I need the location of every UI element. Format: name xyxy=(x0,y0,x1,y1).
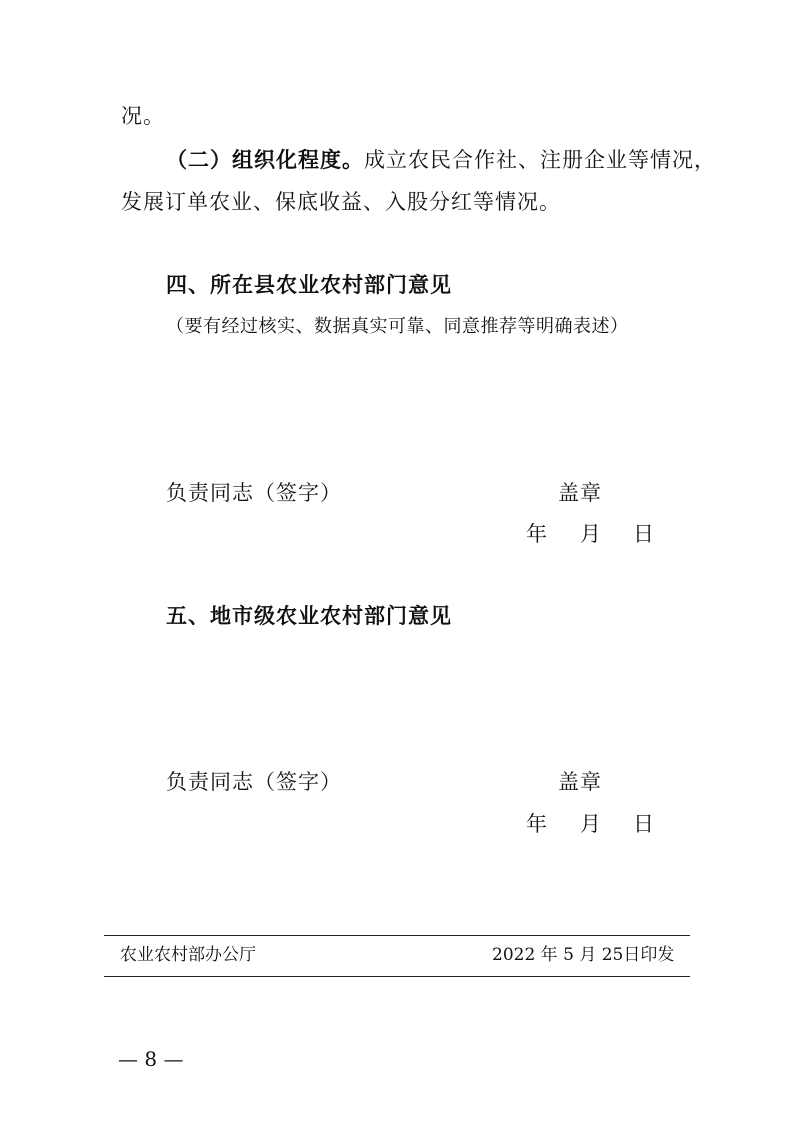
section-5-year-label: 年 xyxy=(526,812,548,836)
footer-top-rule xyxy=(104,935,690,936)
footer-date-month: 5 xyxy=(563,945,574,965)
section-5-month-label: 月 xyxy=(580,812,602,836)
section-5-day-label: 日 xyxy=(633,812,655,836)
footer-date-day: 25 xyxy=(601,945,624,965)
body-paragraph-2 xyxy=(166,150,716,171)
section-4-year-label: 年 xyxy=(526,522,548,546)
body-line-1: 况。 xyxy=(121,104,165,128)
footer-date-suffix: 印发 xyxy=(640,945,675,965)
section-4-day-label: 日 xyxy=(633,522,655,546)
footer-issuer: 农业农村部办公厅 xyxy=(120,945,256,965)
footer-date-year-char: 年 xyxy=(540,945,558,965)
section-4-seal-label: 盖章 xyxy=(558,481,602,505)
section-5-seal-label: 盖章 xyxy=(558,770,602,794)
footer-bottom-rule xyxy=(104,976,690,977)
body-line-3: 发展订单农业、保底收益、入股分红等情况。 xyxy=(121,190,561,214)
section-5-heading: 五、地市级农业农村部门意见 xyxy=(166,604,452,628)
paragraph-2-bold-lead: （二）组织化程度。 xyxy=(166,148,364,172)
page-number: — 8 — xyxy=(118,1047,184,1071)
section-4-month-label: 月 xyxy=(580,522,602,546)
section-4-heading: 四、所在县农业农村部门意见 xyxy=(166,273,452,297)
footer-date-year: 2022 xyxy=(492,945,536,965)
footer-date-day-char: 日 xyxy=(623,945,641,965)
footer-date-month-char: 月 xyxy=(579,945,597,965)
section-4-note: （要有经过核实、数据真实可靠、同意推荐等明确表述） xyxy=(166,316,629,337)
paragraph-2-text: 成立农民合作社、注册企业等情况， xyxy=(364,148,716,172)
section-5-signature-label: 负责同志（签字） xyxy=(166,770,342,794)
footer-issue-date xyxy=(492,947,674,964)
section-4-signature-label: 负责同志（签字） xyxy=(166,481,342,505)
